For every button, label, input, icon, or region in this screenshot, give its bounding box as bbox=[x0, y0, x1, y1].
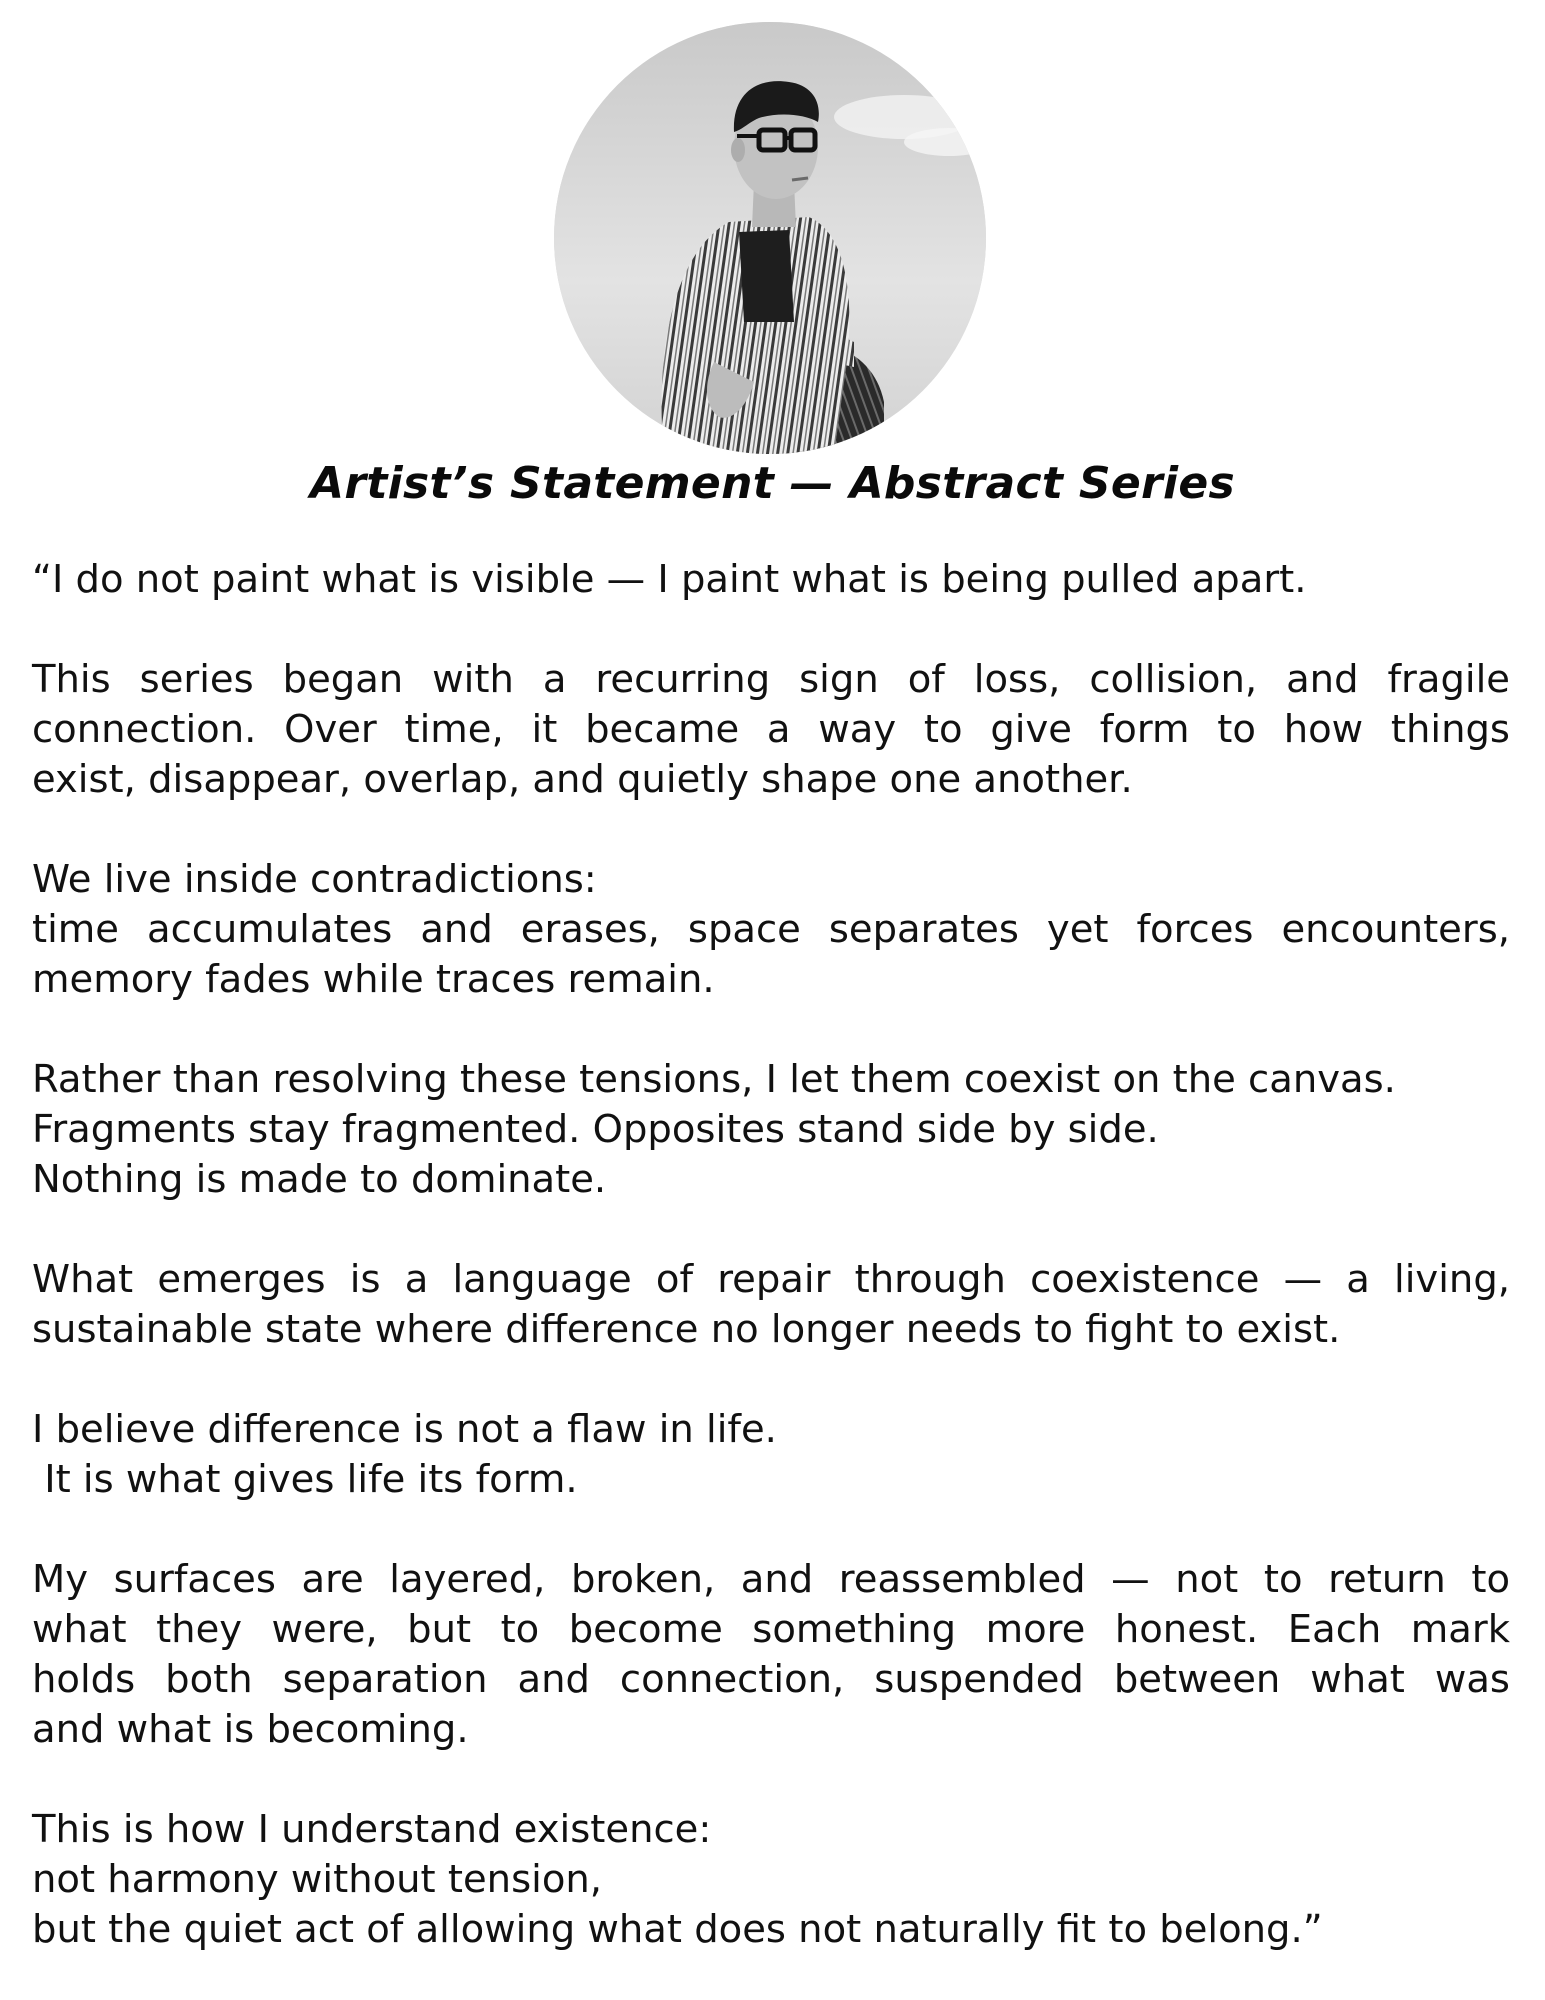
artist-portrait bbox=[554, 22, 986, 454]
statement-paragraph bbox=[32, 655, 1510, 805]
statement-line: time accumulates and erases, space separates yet forces encounters, bbox=[32, 907, 1510, 952]
statement-line: connection. Over time, it became a way to give form to how things bbox=[32, 707, 1510, 752]
statement-paragraph bbox=[32, 1805, 1510, 1955]
statement-line: “I do not paint what is visible — I paint what is being pulled apart. bbox=[32, 557, 1307, 602]
statement-line: what they were, but to become something more honest. Each mark bbox=[32, 1607, 1510, 1652]
statement-line: and what is becoming. bbox=[32, 1707, 469, 1752]
statement-line: exist, disappear, overlap, and quietly shape one another. bbox=[32, 757, 1133, 802]
statement-title: Artist’s Statement — Abstract Series bbox=[309, 458, 1236, 509]
statement-line: but the quiet act of allowing what does not naturally fit to belong.” bbox=[32, 1907, 1323, 1952]
statement-line: It is what gives life its form. bbox=[32, 1457, 578, 1502]
statement-line: not harmony without tension, bbox=[32, 1857, 603, 1902]
statement-line: I believe difference is not a flaw in life. bbox=[32, 1407, 777, 1452]
statement-line: sustainable state where difference no longer needs to fight to exist. bbox=[32, 1307, 1341, 1352]
statement-body bbox=[32, 555, 1510, 1955]
statement-paragraph bbox=[32, 1405, 1510, 1505]
statement-line: Rather than resolving these tensions, I let them coexist on the canvas. bbox=[32, 1057, 1396, 1102]
statement-line: Nothing is made to dominate. bbox=[32, 1157, 607, 1202]
statement-line: memory fades while traces remain. bbox=[32, 957, 715, 1002]
statement-paragraph bbox=[32, 1555, 1510, 1755]
statement-paragraph bbox=[32, 1255, 1510, 1355]
statement-line: This series began with a recurring sign of loss, collision, and fragile bbox=[32, 657, 1510, 702]
statement-line: We live inside contradictions: bbox=[32, 857, 597, 902]
statement-paragraph bbox=[32, 1055, 1510, 1205]
statement-line: Fragments stay fragmented. Opposites stand side by side. bbox=[32, 1107, 1159, 1152]
statement-line: What emerges is a language of repair through coexistence — a living, bbox=[32, 1257, 1510, 1302]
statement-line: My surfaces are layered, broken, and reassembled — not to return to bbox=[32, 1557, 1510, 1602]
statement-paragraph bbox=[32, 855, 1510, 1005]
statement-line: This is how I understand existence: bbox=[32, 1807, 712, 1852]
statement-line: holds both separation and connection, suspended between what was bbox=[32, 1657, 1510, 1702]
artist-portrait-icon bbox=[554, 22, 986, 454]
statement-paragraph bbox=[32, 555, 1510, 605]
